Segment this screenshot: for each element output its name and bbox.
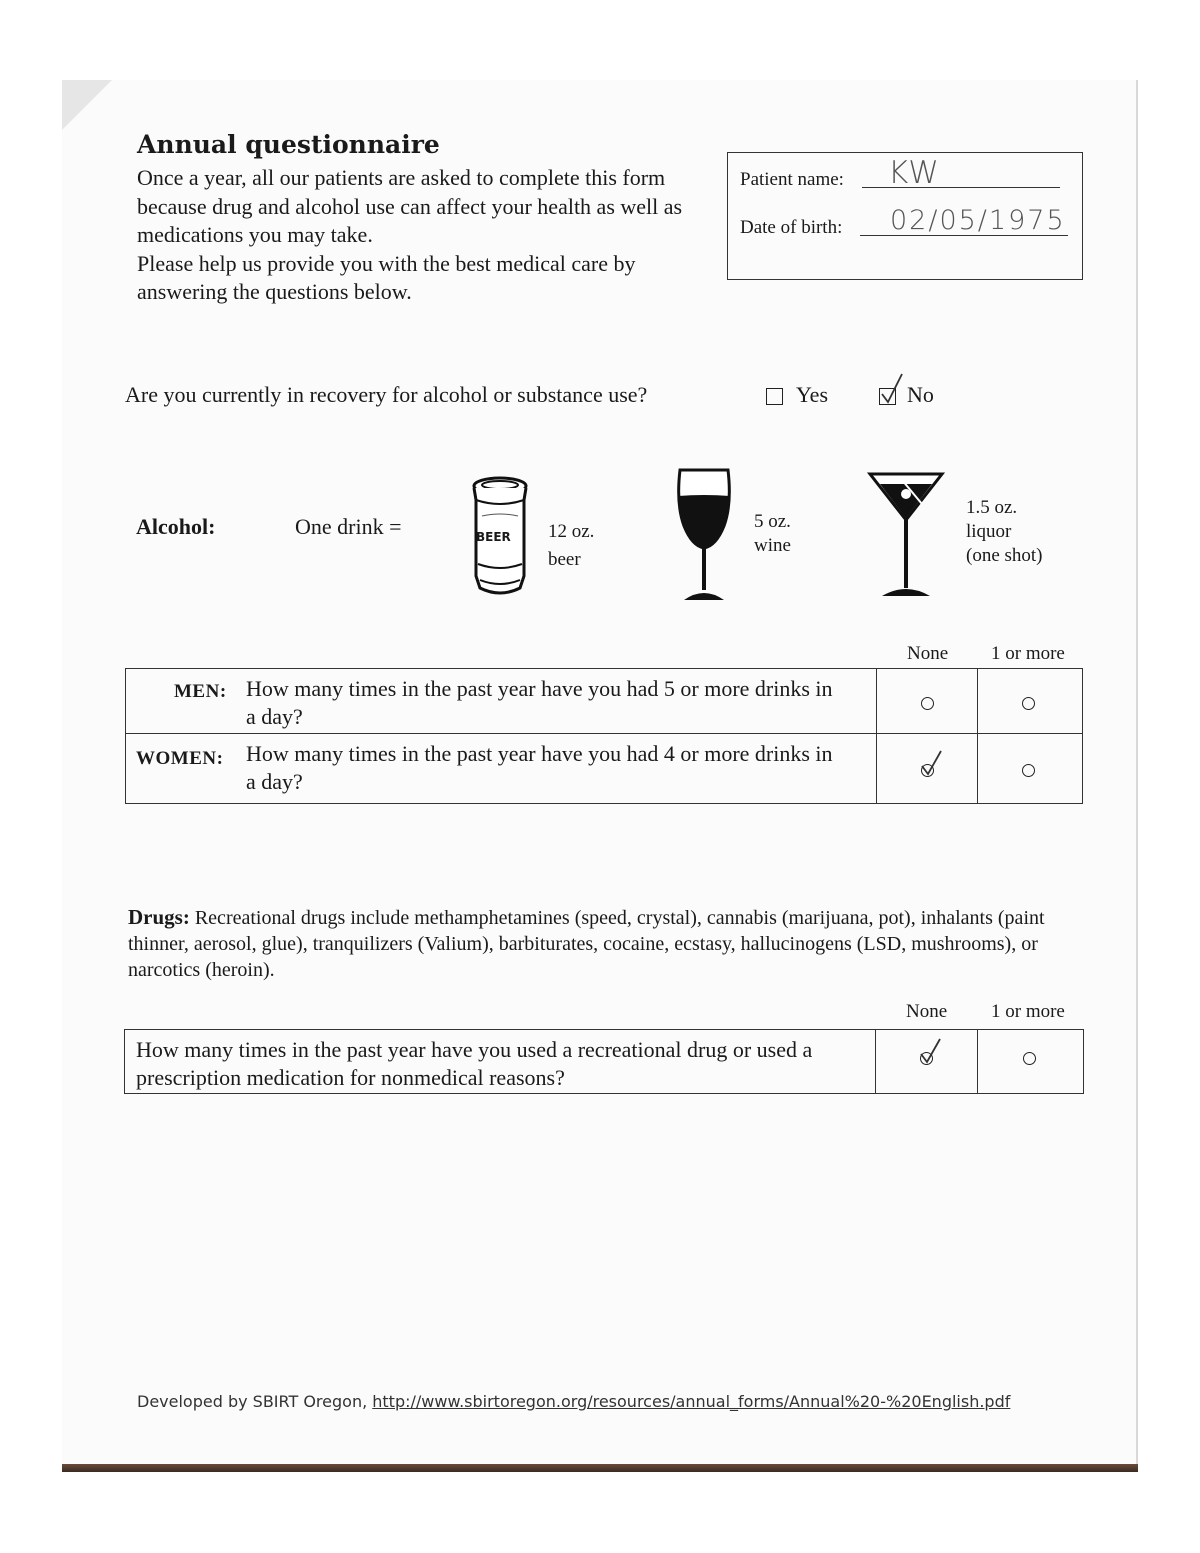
- beer-amount-size: 12 oz.: [548, 521, 595, 542]
- table-row: [125, 1030, 1084, 1094]
- wine-amount-type: wine: [754, 535, 791, 556]
- men-question-cell: [126, 669, 877, 734]
- footer-link[interactable]: http://www.sbirtoregon.org/resources/annual_forms/Annual%20-%20English.pdf: [372, 1392, 1011, 1411]
- drugs-question: How many times in the past year have you used a recreational drug or used a prescription medication for nonmedical reasons?: [136, 1037, 813, 1090]
- intro-paragraph-1: Once a year, all our patients are asked to complete this form because drug and alcohol use can affect your health as well as medications you may take.: [137, 165, 683, 248]
- footer-text: Developed by SBIRT Oregon,: [137, 1392, 368, 1411]
- footer: [137, 1392, 1010, 1411]
- beer-can-label: BEER: [476, 530, 511, 544]
- check-mark-icon: [919, 748, 945, 778]
- drugs-table: [124, 1029, 1084, 1094]
- paper-fold-corner: [62, 80, 112, 130]
- patient-name-label: Patient name:: [740, 169, 844, 190]
- alcohol-col-one-or-more: 1 or more: [991, 643, 1065, 664]
- martini-glass-icon: [866, 470, 946, 600]
- women-none-cell: [877, 734, 978, 804]
- alcohol-label: Alcohol:: [136, 514, 216, 539]
- form-title: Annual questionnaire: [137, 130, 440, 159]
- patient-info-box: [727, 152, 1083, 280]
- drugs-label: Drugs:: [128, 905, 190, 929]
- men-more-cell: [978, 669, 1083, 734]
- women-question: How many times in the past year have you had 4 or more drinks in a day?: [246, 741, 833, 794]
- alcohol-table: [125, 668, 1083, 804]
- men-none-cell: [877, 669, 978, 734]
- wine-amount-size: 5 oz.: [754, 511, 791, 532]
- drugs-col-one-or-more: 1 or more: [991, 1001, 1065, 1022]
- recovery-yes-checkbox[interactable]: [766, 388, 783, 405]
- form-intro: [137, 164, 697, 307]
- wine-glass-icon: [672, 464, 736, 604]
- beer-amount-type: beer: [548, 549, 581, 570]
- drugs-question-cell: [125, 1030, 876, 1094]
- alcohol-col-none: None: [907, 643, 949, 664]
- men-label: MEN:: [174, 681, 227, 702]
- liquor-amount-note: (one shot): [966, 545, 1043, 566]
- drugs-more-cell: [978, 1030, 1084, 1094]
- drugs-description: Recreational drugs include methamphetamines (speed, crystal), cannabis (marijuana, pot), inhalants (paint thinner, aerosol, glue), tranquilizers (Valium), barbiturates, cocaine, ecstasy, hallucinogens (LSD, mushrooms), or narcotics (heroin).: [128, 907, 1045, 981]
- drugs-more-radio[interactable]: [1023, 1052, 1036, 1065]
- beer-amount: [548, 518, 594, 574]
- recovery-no-label: No: [907, 382, 934, 407]
- table-row: [126, 734, 1083, 804]
- men-question: How many times in the past year have you had 5 or more drinks in a day?: [246, 676, 833, 729]
- women-more-radio[interactable]: [1022, 764, 1035, 777]
- men-none-radio[interactable]: [921, 697, 934, 710]
- patient-name-field[interactable]: KW: [888, 155, 940, 191]
- one-drink-label: One drink =: [295, 514, 402, 539]
- wine-amount: [754, 510, 791, 558]
- recovery-question: Are you currently in recovery for alcohol or substance use?: [125, 382, 648, 407]
- beer-can-icon: [470, 476, 530, 600]
- women-label: WOMEN:: [136, 748, 224, 769]
- liquor-amount-type: liquor: [966, 521, 1012, 542]
- women-question-cell: [126, 734, 877, 804]
- desk-edge: [62, 1464, 1138, 1472]
- women-more-cell: [978, 734, 1083, 804]
- drugs-col-none: None: [906, 1001, 948, 1022]
- dob-label: Date of birth:: [740, 217, 843, 238]
- men-more-radio[interactable]: [1022, 697, 1035, 710]
- intro-paragraph-2: Please help us provide you with the best medical care by answering the questions below.: [137, 250, 636, 305]
- dob-field[interactable]: 02/05/1975: [890, 205, 1066, 236]
- check-mark-icon: [878, 372, 908, 406]
- table-row: [126, 669, 1083, 734]
- drugs-section: [128, 904, 1068, 983]
- liquor-amount: [966, 496, 1043, 568]
- drugs-none-cell: [876, 1030, 978, 1094]
- recovery-yes-label: Yes: [796, 382, 829, 407]
- liquor-amount-size: 1.5 oz.: [966, 497, 1018, 518]
- check-mark-icon: [918, 1036, 944, 1066]
